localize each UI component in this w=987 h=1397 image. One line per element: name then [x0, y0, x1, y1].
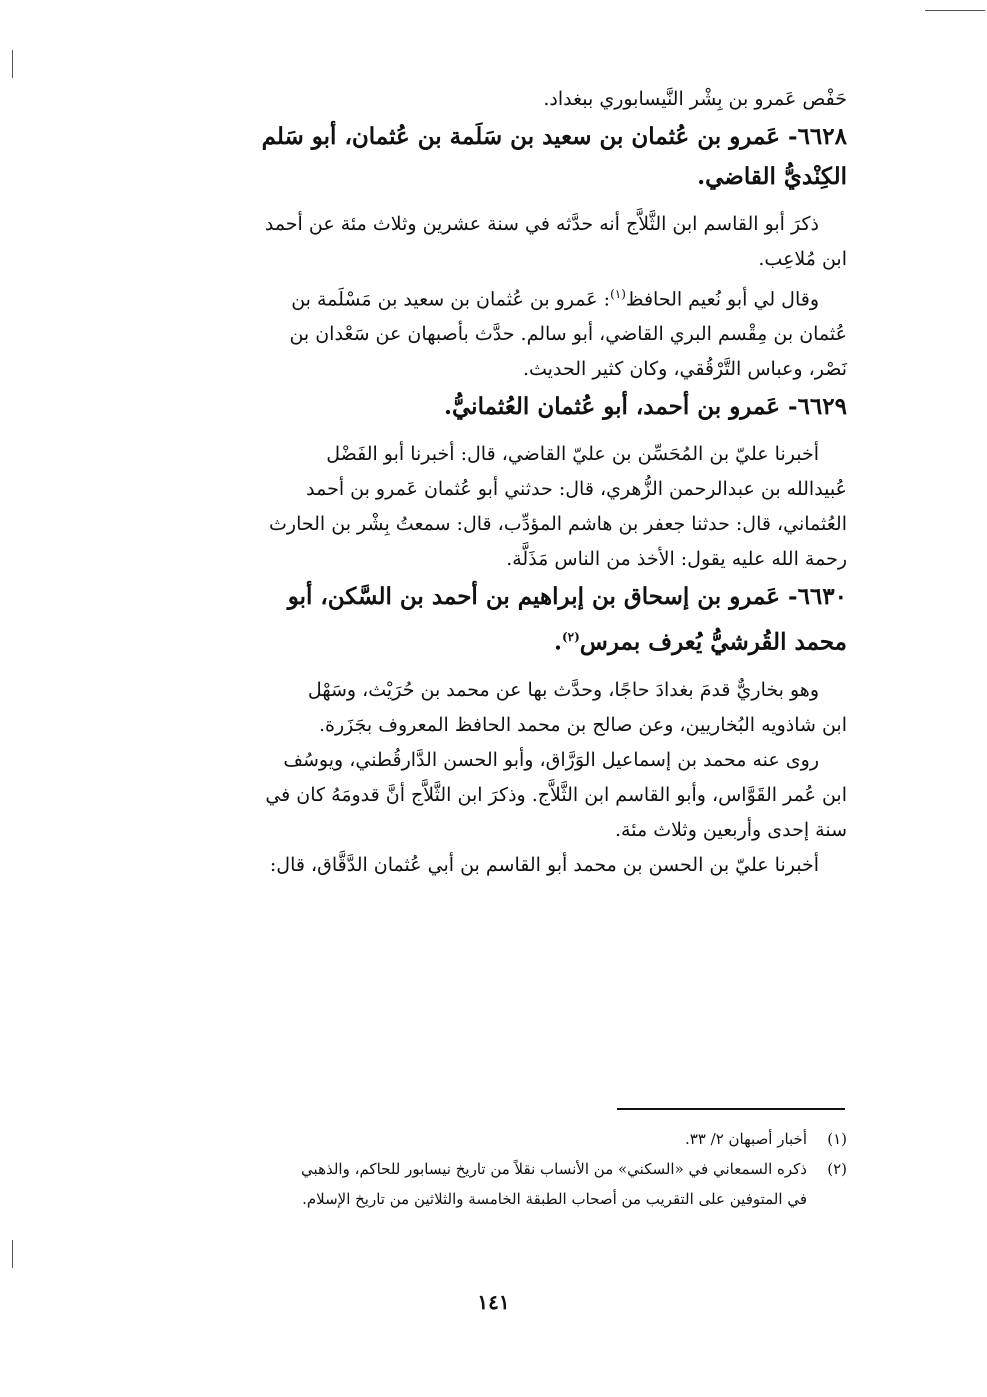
footnote-text: ذكره السمعاني في «السكني» من الأنساب نقلاً من تاريخ نيسابور للحاكم، والذهبي [301, 1160, 807, 1178]
entry-heading-6628-cont: الكِنْديُّ القاضي. [697, 163, 847, 190]
paragraph-line: عُثمان بن مِقْسم البري القاضي، أبو سالم. حدَّث بأصبهان عن سَعْدان بن [289, 323, 847, 346]
paragraph-line: العُثماني، قال: حدثنا جعفر بن هاشم المؤدِّب، قال: سمعتُ بِشْر بن الحارث [269, 513, 847, 536]
text-line: حَفْص عَمرو بن بِشْر النَّيسابوري ببغداد. [543, 88, 847, 110]
paragraph-line: عُبيدالله بن عبدالرحمن الزُّهري، قال: حدثني أبو عُثمان عَمرو بن أحمد [306, 478, 847, 501]
main-text [150, 82, 847, 883]
paragraph-text: وقال لي أبو نُعيم الحافظ [625, 288, 819, 311]
paragraph-line: ابن عُمر القَوَّاس، وأبو القاسم ابن الثَّلاَّج. وذكرَ ابن الثَّلاَّج أنَّ قدومَهُ كان في [265, 783, 847, 806]
paragraph-line: ابن مُلاعِب. [758, 248, 847, 270]
paragraph-line [150, 277, 847, 317]
paragraph-line: أخبرنا عليّ بن المُحَسِّن بن عليّ القاضي، قال: أخبرنا أبو الفَضْل [326, 443, 819, 466]
paragraph-line: نَصْر، وعباس التَّرْقُقي، وكان كثير الحديث. [522, 358, 847, 381]
paragraph-line: روى عنه محمد بن إسماعيل الوَرَّاق، وأبو الحسن الدَّارقُطني، ويوسُف [283, 748, 819, 771]
paragraph-line: رحمة الله عليه يقول: الأخذ من الناس مَذَلَّة. [506, 548, 847, 571]
footnote-divider [617, 1108, 845, 1110]
scan-edge-mark-bottom-left [12, 1240, 13, 1268]
paragraph-line: ذكرَ أبو القاسم ابن الثَّلاَّج أنه حدَّثه في سنة عشرين وثلاث مئة عن أحمد [264, 213, 819, 235]
footnote-2-cont [150, 1184, 847, 1214]
scan-edge-mark-top-right [925, 10, 985, 11]
footnote-1 [150, 1124, 847, 1154]
paragraph-line: ابن شاذويه البُخاريين، وعن صالح بن محمد الحافظ المعروف بجَزَرة. [319, 713, 847, 736]
entry-heading-6628: ٦٦٢٨- عَمرو بن عُثمان بن سعيد بن سَلَمة بن عُثمان، أبو سَلم [261, 123, 847, 150]
entry-heading-6629: ٦٦٢٩- عَمرو بن أحمد، أبو عُثمان العُثمانيُّ. [444, 393, 847, 421]
footnote-number: (٢) [827, 1160, 847, 1178]
paragraph-line: سنة إحدى وأربعين وثلاث مئة. [615, 818, 847, 841]
footnote-ref-1: (١) [610, 287, 626, 301]
heading-text: محمد القُرشيُّ يُعرف بمرس [579, 628, 847, 656]
footnote-text: أخبار أصبهان ٢/ ٣٣. [684, 1130, 807, 1148]
scan-edge-mark-top-left [12, 50, 13, 78]
entry-heading-6630-cont: محمد القُرشيُّ يُعرف بمرس$^{(٢)}$. [553, 628, 847, 656]
paragraph-text: : عَمرو بن عُثمان بن سعيد بن مَسْلَمة بن [291, 288, 611, 311]
paragraph-line: وهو بخاريٌّ قدمَ بغدادَ حاجًا، وحدَّث بها عن محمد بن حُرَيْث، وسَهْل [307, 678, 819, 701]
paragraph-line: أخبرنا عليّ بن الحسن بن محمد أبو القاسم بن أبي عُثمان الدَّقَّاق، قال: [269, 853, 819, 876]
page-number: ١٤١ [477, 1290, 510, 1314]
footnote-text: في المتوفين على التقريب من أصحاب الطبقة الخامسة والثلاثين من تاريخ الإسلام. [302, 1190, 807, 1208]
footnotes [150, 1124, 847, 1214]
footnote-2 [150, 1154, 847, 1184]
entry-heading-6630: ٦٦٣٠- عَمرو بن إسحاق بن إبراهيم بن أحمد بن السَّكن، أبو [287, 583, 847, 611]
footnote-number: (١) [827, 1130, 847, 1148]
footnote-ref-2: (٢) [561, 630, 580, 645]
